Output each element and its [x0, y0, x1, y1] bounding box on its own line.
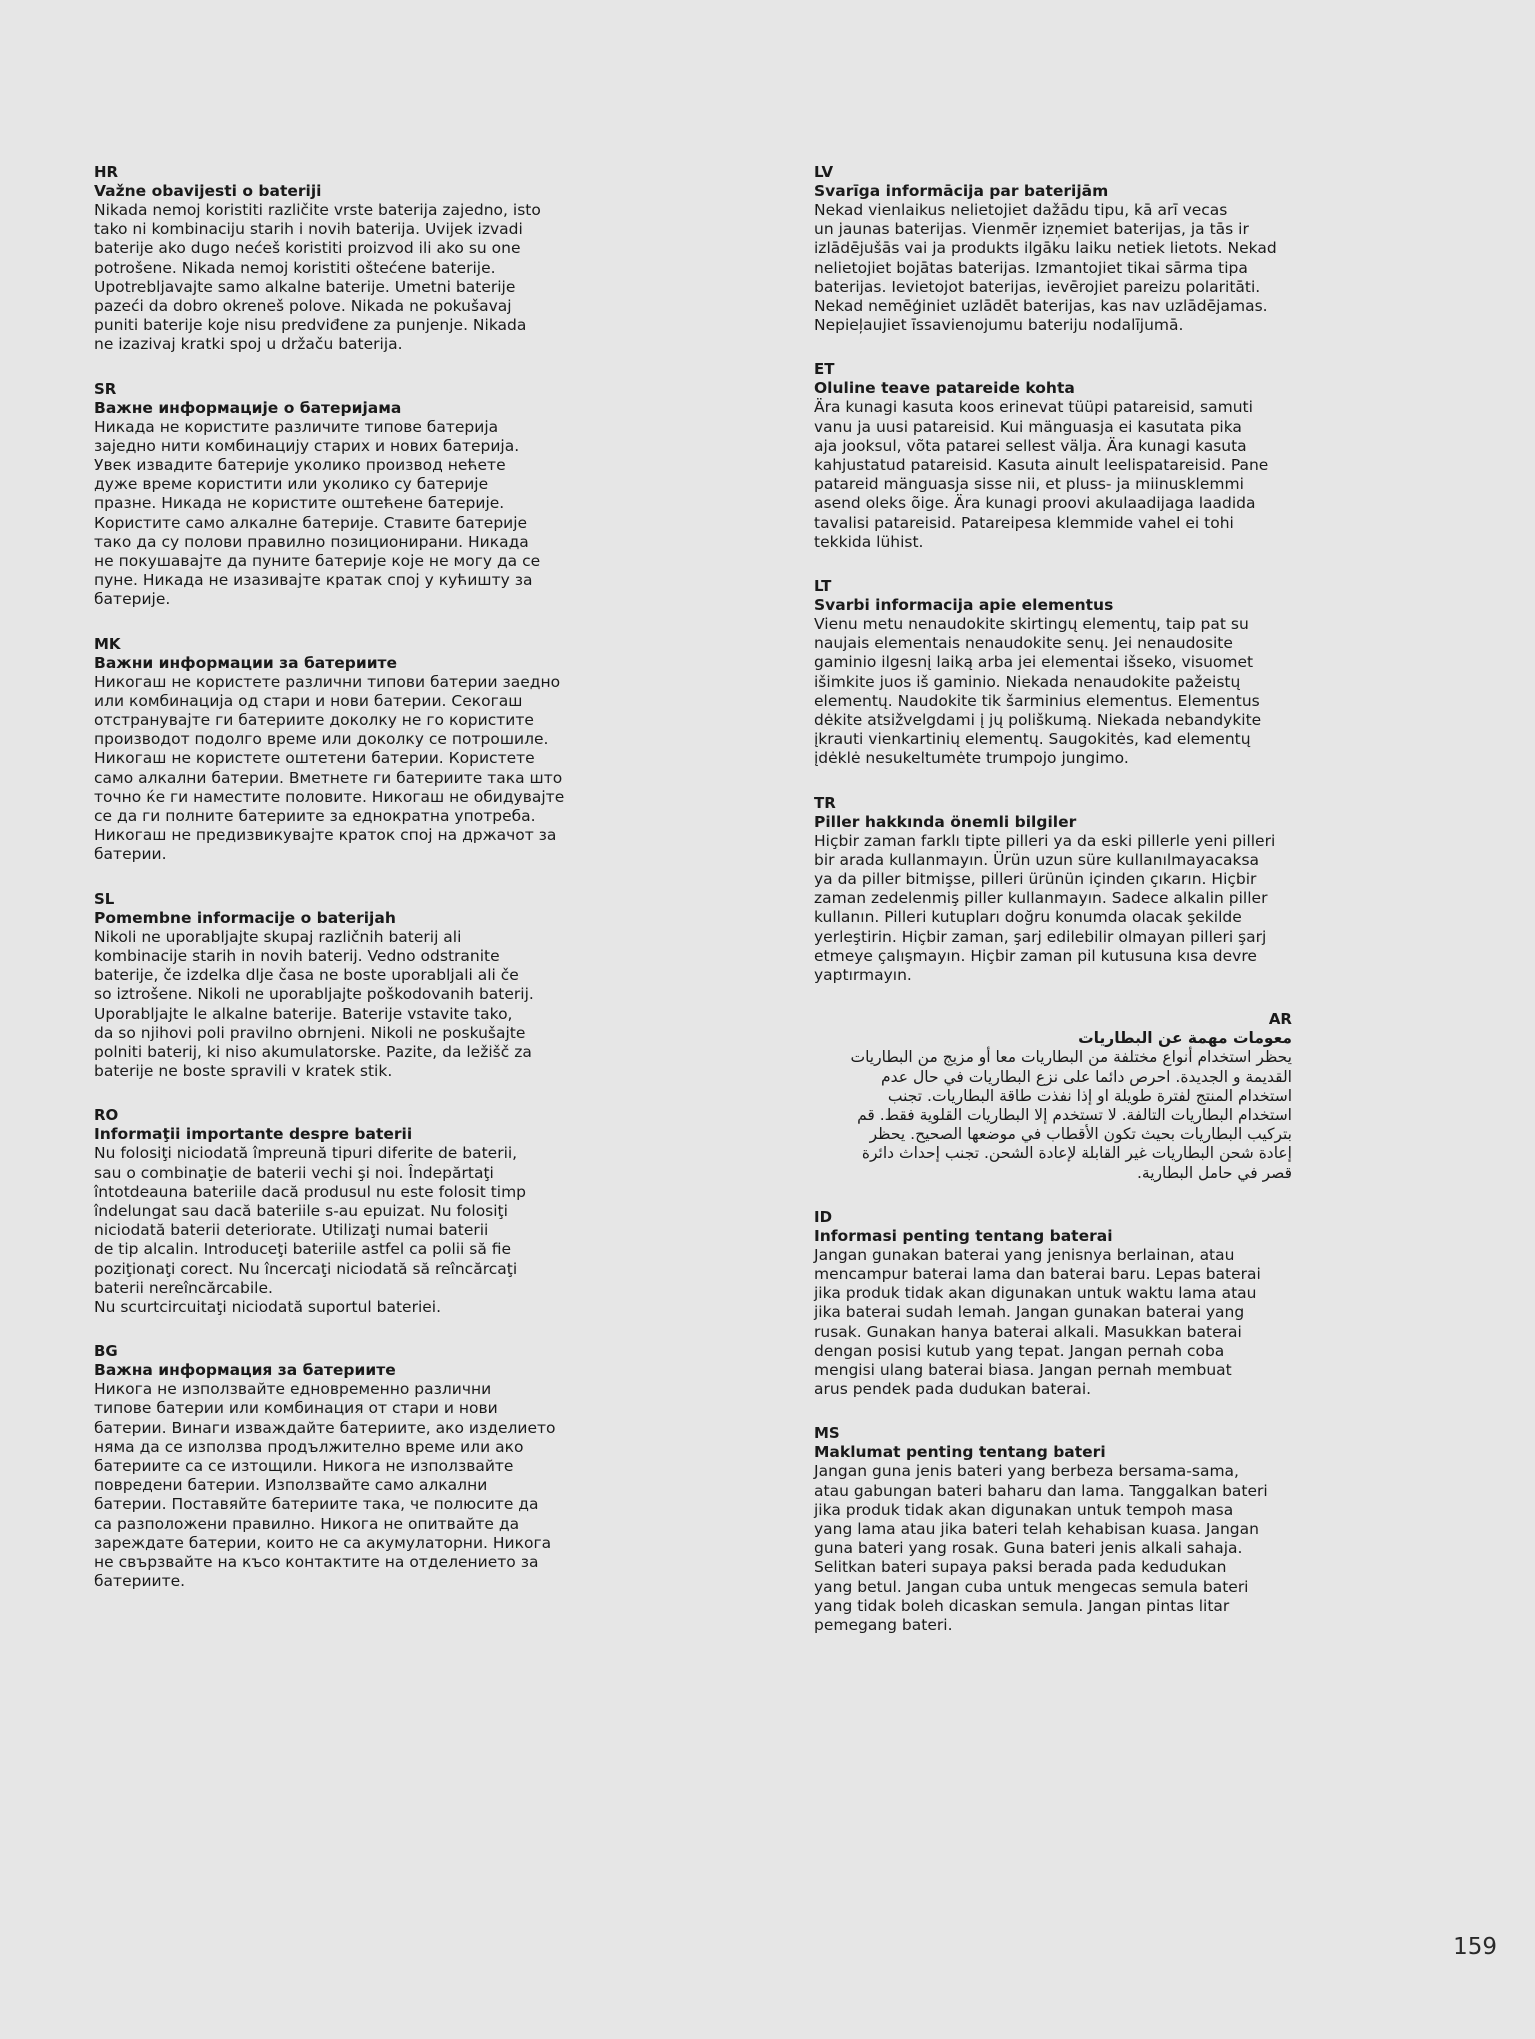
language-code: SL — [94, 889, 115, 908]
section-title: Oluline teave patareide kohta — [814, 379, 1075, 398]
language-code: BG — [94, 1342, 118, 1361]
section-et — [814, 360, 1292, 552]
language-code: SR — [94, 379, 117, 398]
section-body: Nekad vienlaikus nelietojiet dažādu tipu, kā arī vecas un jaunas baterijas. Vienmēr izņemiet baterijas, ja tās ir izlādējušās vai ja produkts ilgāku laiku netiek lietots. Nekad nelietojiet bojātas baterijas. Izmantojiet tikai sārma tipa baterijas. Ievietojot baterijas, ievērojiet pareizu polaritāti. Nekad nemēģiniet uzlādēt baterijas, kas nav uzlādējamas. Nepieļaujiet īssavienojumu bateriju nodalījumā. — [814, 201, 1277, 335]
language-code: TR — [814, 793, 836, 812]
section-body: Jangan guna jenis bateri yang berbeza bersama-sama, atau gabungan bateri baharu dan lama. Tanggalkan bateri jika produk tidak akan digunakan untuk tempoh masa yang lama atau jika bateri telah kehabisan kuasa. Jangan guna bateri yang rosak. Guna bateri jenis alkali sahaja. Selitkan bateri supaya paksi berada pada kedudukan yang betul. Jangan cuba untuk mengecas semula bateri yang tidak boleh dicaskan semula. Jangan pintas litar pemegang bateri. — [814, 1462, 1268, 1634]
section-bg — [94, 1342, 584, 1591]
section-title: Важна информация за батериите — [94, 1361, 396, 1380]
section-title: Informaţii importante despre baterii — [94, 1125, 413, 1144]
section-body: Nikada nemoj koristiti različite vrste baterija zajedno, isto tako ni kombinaciju starih i novih baterija. Uvijek izvadi baterije ako dugo nećeš koristiti proizvod ili ako su one potrošene. Nikada nemoj koristiti oštećene baterije. Upotrebljavajte samo alkalne baterije. Umetni baterije pazeći da dobro okreneš polove. Nikada ne pokušavaj puniti baterije koje nisu predviđene za punjenje. Nikada ne izazivaj kratki spoj u držaču baterija. — [94, 201, 541, 354]
section-body: Jangan gunakan baterai yang jenisnya berlainan, atau mencampur baterai lama dan baterai baru. Lepas baterai jika produk tidak akan digunakan untuk waktu lama atau jika baterai sudah lemah. Jangan gunakan baterai yang rusak. Gunakan hanya baterai alkali. Masukkan baterai dengan posisi kutub yang tepat. Jangan pernah coba mengisi ulang baterai biasa. Jangan pernah membuat arus pendek pada dudukan baterai. — [814, 1245, 1261, 1399]
section-ar — [814, 1010, 1292, 1182]
section-lv — [814, 163, 1292, 335]
section-body: Никада не користите различите типове батерија заједно нити комбинацију старих и нових батерија. Увек извадите батерије уколико производ нећете дуже време користити или уколико су батерије празне. Никада не користите оштећене батерије. Користите само алкалне батерије. Ставите батерије тако да су полови правилно позиционирани. Никада не покушавајте да пуните батерије које не могу да се пуне. Никада не изазивајте кратак спој у кућишту за батерије. — [94, 417, 541, 609]
section-body: Никога не използвайте едновременно различни типове батерии или комбинация от стари и нови батерии. Винаги изваждайте батериите, ако изделието няма да се използва продължително време или ако батериите са се изтощили. Никога не използвайте повредени батерии. Използвайте само алкални батерии. Поставяйте батериите така, че полюсите да са разположени правилно. Никога не опитвайте да зареждате батерии, които не са акумулаторни. Никога не свързвайте на късо контактите на отделението за батериите. — [94, 1380, 556, 1591]
left-column — [94, 163, 584, 1616]
section-sr — [94, 380, 584, 610]
language-code: ID — [814, 1207, 833, 1226]
section-title: Informasi penting tentang baterai — [814, 1226, 1113, 1245]
section-tr — [814, 794, 1292, 986]
language-code: AR — [1268, 1010, 1292, 1029]
section-hr — [94, 163, 584, 355]
section-title: Maklumat penting tentang bateri — [814, 1443, 1106, 1462]
language-code: RO — [94, 1106, 119, 1125]
section-mk — [94, 635, 584, 865]
section-ms — [814, 1424, 1292, 1635]
section-id — [814, 1208, 1292, 1400]
section-title: Važne obavijesti o bateriji — [94, 182, 322, 200]
language-code: HR — [94, 163, 119, 181]
section-body: يحظر استخدام أنواع مختلفة من البطاريات معا أو مزيج من البطاريات القديمة و الجديدة. احرص دائما على نزع البطاريات في حال عدم استخدام المنتج لفترة طويلة او إذا نفذت طاقة البطاريات. تجنب استخدام البطاريات التالفة. لا تستخدم إلا البطاريات القلوية فقط. قم بتركيب البطاريات بحيث تكون الأقطاب في موضعها الصحيح. يحظر إعادة شحن البطاريات غير القابلة لإعادة الشحن. تجنب إحداث دائرة قصر في حامل البطارية. — [850, 1048, 1292, 1182]
section-body: Ära kunagi kasuta koos erinevat tüüpi patareisid, samuti vanu ja uusi patareisid. Kui mänguasja ei kasutata pika aja jooksul, võta patarei sellest välja. Ära kunagi kasuta kahjustatud patareisid. Kasuta ainult leelispatareisid. Pane patareid mänguasja sisse nii, et pluss- ja miinusklemmi asend oleks õige. Ära kunagi proovi akulaadijaga laadida tavalisi patareisid. Patareipesa klemmide vahel ei tohi tekkida lühist. — [814, 398, 1269, 551]
language-code: LV — [814, 163, 834, 181]
language-code: ET — [814, 360, 835, 379]
section-body: Hiçbir zaman farklı tipte pilleri ya da eski pillerle yeni pilleri bir arada kullanmayın. Ürün uzun süre kullanılmayacaksa ya da piller bitmişse, pilleri ürünün içinden çıkarın. Hiçbir zaman zedelenmiş piller kullanmayın. Sadece alkalin piller kullanın. Pilleri kutupları doğru konumda olacak şekilde yerleştirin. Hiçbir zaman, şarj edilebilir olmayan pilleri şarj etmeye çalışmayın. Hiçbir zaman pil kutusuna kısa devre yaptırmayın. — [814, 831, 1276, 985]
section-title: معومات مهمة عن البطاريات — [1078, 1029, 1292, 1048]
section-lt — [814, 577, 1292, 769]
section-ro — [94, 1106, 584, 1317]
language-code: LT — [814, 577, 832, 596]
page-number: 159 — [1453, 1934, 1497, 1960]
language-code: MS — [814, 1424, 840, 1443]
section-body: Никогаш не користете различни типови батерии заедно или комбинација од стари и нови батерии. Секогаш отстранувајте ги батериите доколку не го користите производот подолго време или доколку се потрошиле. Никогаш не користете оштетени батерии. Користете само алкални батерии. Вметнете ги батериите така што точно ќе ги наместите половите. Никогаш не обидувајте се да ги полните батериите за еднократна употреба. Никогаш не предизвикувајте краток спој на држачот за батерии. — [94, 672, 565, 864]
right-column — [814, 163, 1292, 1660]
language-code: MK — [94, 634, 121, 653]
section-title: Pomembne informacije o baterijah — [94, 908, 396, 927]
section-title: Piller hakkında önemli bilgiler — [814, 812, 1077, 831]
section-body: Nu folosiţi niciodată împreună tipuri diferite de baterii, sau o combinaţie de baterii vechi şi noi. Îndepărtaţi întotdeauna bateriile dacă produsul nu este folosit timp îndelungat sau dacă bateriile s-au epuizat. Nu folosiţi niciodată baterii deteriorate. Utilizaţi numai baterii de tip alcalin. Introduceţi bateriile astfel ca polii să fie poziţionaţi corect. Nu încercaţi niciodată să reîncărcaţi baterii nereîncărcabile. Nu scurtcircuitaţi niciodată suportul bateriei. — [94, 1144, 527, 1316]
section-body: Nikoli ne uporabljajte skupaj različnih baterij ali kombinacije starih in novih baterij. Vedno odstranite baterije, če izdelka dlje časa ne boste uporabljali ali če so iztrošene. Nikoli ne uporabljajte poškodovanih baterij. Uporabljajte le alkalne baterije. Baterije vstavite tako, da so njihovi poli pravilno obrnjeni. Nikoli ne poskušajte polniti baterij, ki niso akumulatorske. Pazite, da ležišč za baterije ne boste spravili v kratek stik. — [94, 927, 534, 1081]
section-title: Svarīga informācija par baterijām — [814, 182, 1109, 200]
section-title: Важни информации за батериите — [94, 653, 398, 672]
section-title: Важне информације о батеријама — [94, 398, 402, 417]
section-sl — [94, 890, 584, 1082]
section-title: Svarbi informacija apie elementus — [814, 596, 1114, 615]
section-body: Vienu metu nenaudokite skirtingų elementų, taip pat su naujais elementais nenaudokite senų. Jei nenaudosite gaminio ilgesnį laiką arba jei elementai išseko, visuomet išimkite juos iš gaminio. Niekada nenaudokite pažeistų elementų. Naudokite tik šarminius elementus. Elementus dėkite atsižvelgdami į jų poliškumą. Niekada nebandykite įkrauti vienkartinių elementų. Saugokitės, kad elementų įdėklė nesukeltumėte trumpojo jungimo. — [814, 615, 1262, 768]
